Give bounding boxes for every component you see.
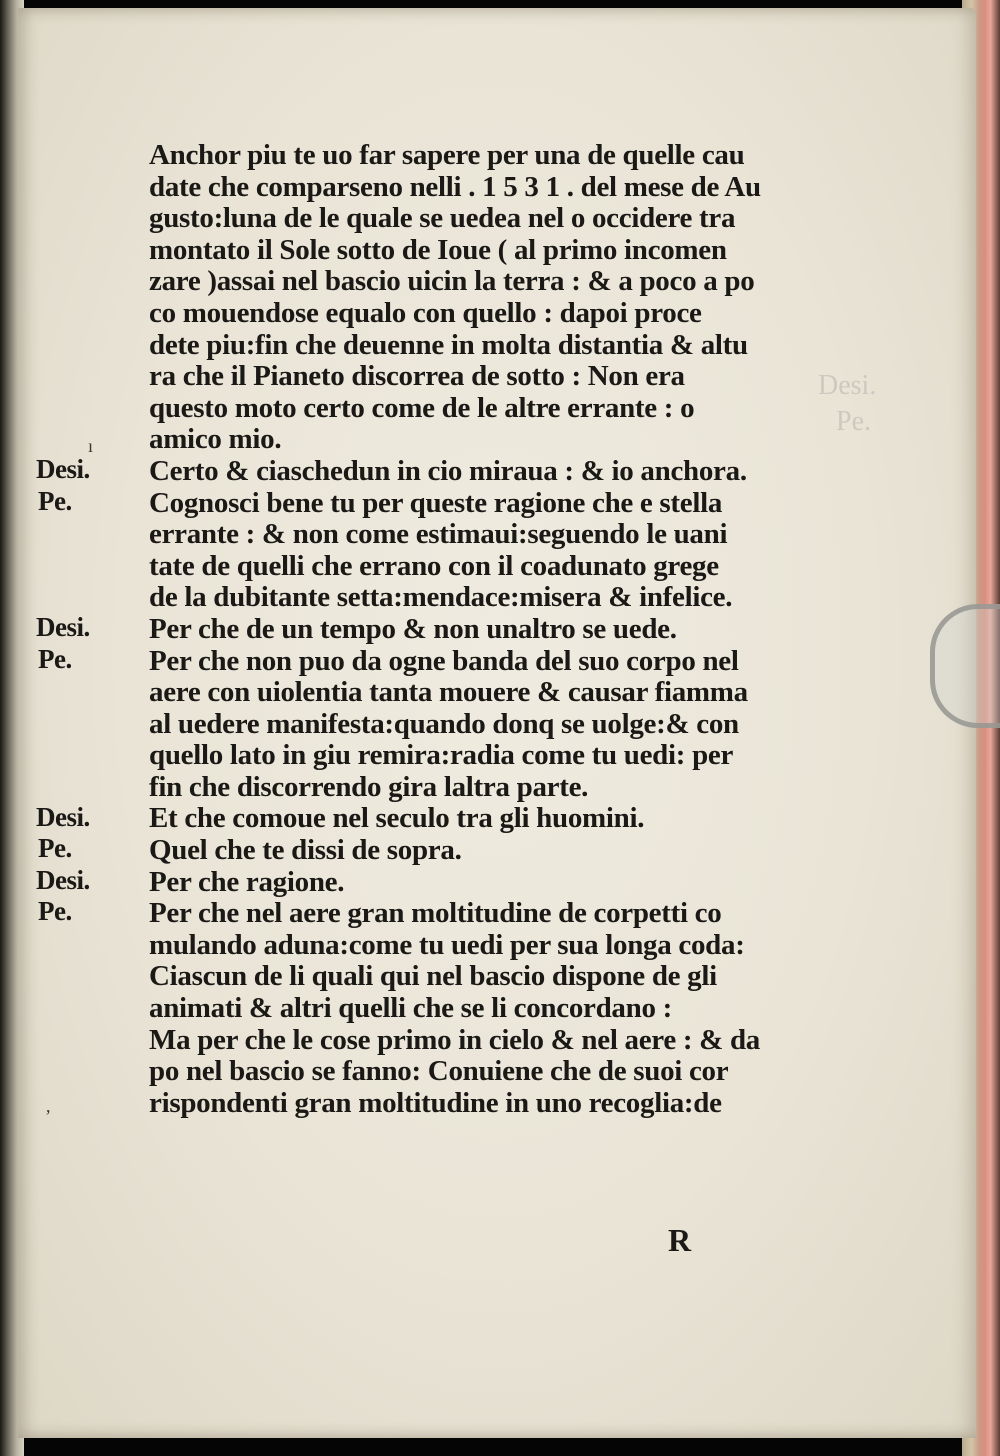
margin-tick-1: ı [88, 436, 94, 456]
text-line: co mouendose equalo con quello : dapoi proce [149, 296, 702, 329]
text-line: al uedere manifesta:quando donq se uolge:& con [149, 707, 739, 740]
text-line: dete piu:fin che deuenne in molta distantia & altu [149, 328, 748, 361]
text-line: questo moto certo come de le altre errante : o [149, 391, 695, 424]
facing-page-bleed-1: Desi. [818, 370, 877, 401]
speaker-label: Desi. [36, 612, 90, 642]
text-line: Cognosci bene tu per queste ragione che e stella [149, 486, 723, 519]
text-line: tate de quelli che errano con il coadunato grege [149, 549, 719, 582]
text-line: Ciascun de li quali qui nel bascio dispone de gli [149, 960, 717, 993]
text-line: de la dubitante setta:mendace:misera & infelice. [149, 581, 733, 614]
speaker-label: Desi. [36, 454, 90, 484]
text-line: montato il Sole sotto de Ioue ( al primo incomen [149, 233, 727, 266]
text-line: zare )assai nel bascio uicin la terra : & a poco a po [149, 265, 755, 298]
text-line: errante : & non come estimaui:seguendo le uani [149, 518, 728, 551]
text-line: Et che comoue nel seculo tra gli huomini. [149, 802, 645, 835]
signature-mark: R [668, 1222, 692, 1258]
facing-page-bleed-2: Pe. [836, 406, 871, 437]
text-line: date che comparseno nelli . 1 5 3 1 . del mese de Au [149, 170, 761, 203]
speaker-label: Desi. [36, 801, 90, 832]
text-line: quello lato in giu remira:radia come tu uedi: per [149, 739, 734, 772]
text-line: Per che de un tempo & non unaltro se uede. [149, 612, 677, 645]
text-line: Certo & ciaschedun in cio miraua : & io anchora. [149, 454, 747, 487]
text-line: fin che discorrendo gira laltra parte. [149, 770, 589, 803]
text-line: amico mio. [149, 423, 282, 456]
text-line: Per che non puo da ogne banda del suo corpo nel [149, 644, 739, 677]
speaker-label: Pe. [38, 485, 72, 516]
text-line: aere con uiolentia tanta mouere & causar fiamma [149, 676, 748, 709]
margin-tick-2: , [46, 1096, 51, 1116]
speaker-label: Pe. [38, 643, 72, 674]
speaker-label: Desi. [36, 864, 90, 895]
text-line: ra che il Pianeto discorrea de sotto : Non era [149, 360, 685, 393]
text-line: po nel bascio se fanno: Conuiene che de suoi cor [149, 1055, 729, 1088]
text-line: Ma per che le cose primo in cielo & nel aere : & da [149, 1023, 761, 1056]
speaker-label: Pe. [38, 833, 72, 864]
text-line: Anchor piu te uo far sapere per una de quelle cau [149, 139, 745, 171]
text-line: Per che ragione. [149, 865, 345, 898]
text-line: gusto:luna de le quale se uedea nel o occidere tra [149, 202, 736, 235]
text-line: Quel che te dissi de sopra. [149, 834, 462, 867]
book-page [18, 8, 976, 1438]
text-line: Per che nel aere gran moltitudine de corpetti co [149, 897, 722, 930]
speaker-label: Pe. [38, 896, 72, 927]
main-text-block [149, 140, 809, 1119]
text-line: rispondenti gran moltitudine in uno recoglia:de [149, 1086, 722, 1119]
page-clip [930, 604, 1000, 728]
text-line: mulando aduna:come tu uedi per sua longa coda: [149, 928, 745, 961]
text-line: animati & altri quelli che se li concordano : [149, 992, 672, 1025]
